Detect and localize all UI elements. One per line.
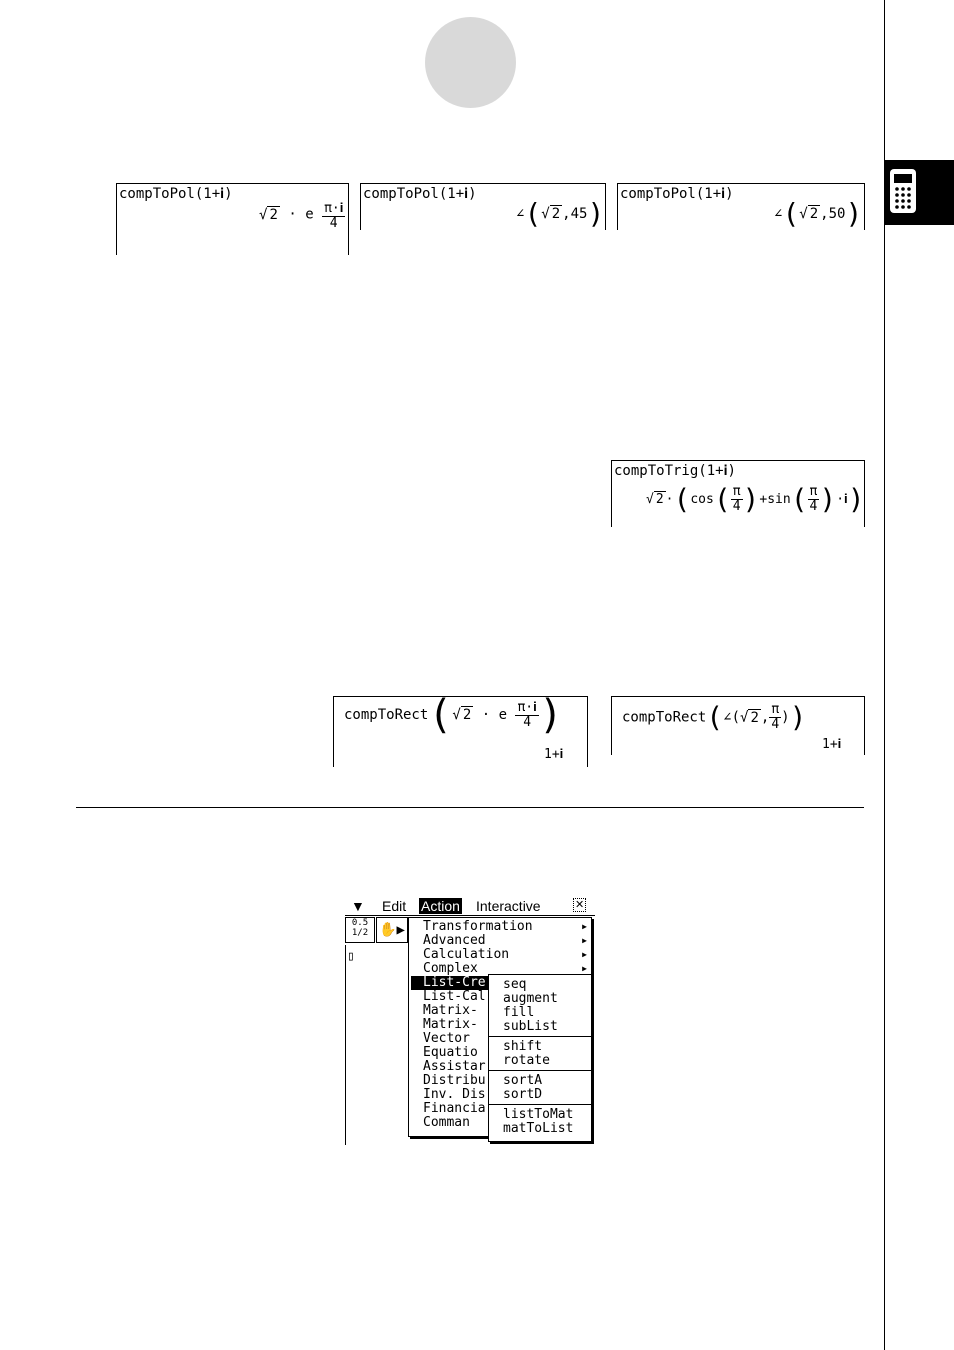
result-line: √ 2 ·(cos( $\frac{\pi}{4}$ )+sin( $\frac{\pi}{4}$ )·𝐢) <box>646 482 865 516</box>
arrow-right-icon: ▶ <box>582 922 587 931</box>
menu-item-calculation[interactable]: Calculation <box>423 947 510 962</box>
input-line: compToTrig(1+𝐢) <box>614 463 736 479</box>
menu-interactive[interactable]: Interactive <box>476 898 541 914</box>
menu-item-advanced[interactable]: Advanced <box>423 933 486 948</box>
menu-item-distribution[interactable]: Distribu <box>423 1073 486 1088</box>
menu-item-transformation[interactable]: Transformation <box>423 919 533 934</box>
result-line: ∠(√ 2 ,50) <box>774 197 863 230</box>
input-line: compToPol(1+𝐢) <box>620 186 734 202</box>
submenu-item-sortd[interactable]: sortD <box>503 1087 543 1102</box>
submenu-item-mattolist[interactable]: matToList <box>503 1121 574 1136</box>
menu-item-vector[interactable]: Vector <box>423 1031 470 1046</box>
screen-rect-exponential <box>333 692 588 767</box>
submenu-divider <box>489 1036 591 1037</box>
arrow-right-icon: ▶ <box>582 936 587 945</box>
menu-item-list-calculation[interactable]: List-Cal <box>423 989 486 1004</box>
screen-rect-polar <box>611 696 865 755</box>
menu-item-matrix-calculation[interactable]: Matrix- <box>423 1017 478 1032</box>
submenu-item-augment[interactable]: augment <box>503 991 558 1006</box>
submenu-item-shift[interactable]: shift <box>503 1039 543 1054</box>
menu-item-assistant[interactable]: Assistar <box>423 1059 486 1074</box>
menu-item-equation[interactable]: Equatio <box>423 1045 478 1060</box>
input-line: compToPol(1+𝐢) <box>119 186 233 202</box>
submenu-item-fill[interactable]: fill <box>503 1005 535 1020</box>
section-divider <box>76 807 864 808</box>
submenu-item-seq[interactable]: seq <box>503 977 527 992</box>
menu-edit[interactable]: Edit <box>382 898 407 914</box>
list-create-submenu <box>488 974 592 1142</box>
result-line: 1+𝐢 <box>544 747 564 762</box>
page-marker-circle <box>425 17 516 108</box>
screen-trig <box>611 460 865 527</box>
submenu-divider <box>489 1104 591 1105</box>
menubar-divider <box>345 915 595 916</box>
result-line: √ 2 · e π·𝐢 4 <box>259 201 344 231</box>
input-line: compToRect(∠(√ 2 , $\frac{\pi}{4}$ )) <box>622 700 807 734</box>
hand-play-button[interactable]: ✋▶ <box>376 917 408 943</box>
submenu-item-sublist[interactable]: subList <box>503 1019 558 1034</box>
screen-pol-degree <box>360 183 606 230</box>
menu-bar <box>345 897 595 915</box>
arrow-right-icon: ▶ <box>582 964 587 973</box>
menu-logo-icon[interactable]: ▼ <box>351 898 365 914</box>
submenu-divider <box>489 1070 591 1071</box>
fraction-toggle-button[interactable]: 0.5 1/2 <box>345 917 375 943</box>
menu-item-inv-distribution[interactable]: Inv. Dis <box>423 1087 486 1102</box>
calculator-window <box>345 897 595 1145</box>
input-line: compToPol(1+𝐢) <box>363 186 477 202</box>
calculator-icon <box>884 160 954 225</box>
arrow-right-icon: ▶ <box>582 950 587 959</box>
menu-item-command[interactable]: Comman <box>423 1115 470 1130</box>
menu-item-list-create[interactable]: List-Cre <box>411 976 503 990</box>
screen-pol-grad <box>617 183 865 230</box>
result-line: 1+𝐢 <box>822 737 842 752</box>
screen-pol-exponential <box>116 183 349 255</box>
work-area-border <box>345 945 346 1145</box>
close-icon[interactable]: ✕ <box>575 899 585 911</box>
menu-action[interactable]: Action <box>421 898 460 914</box>
submenu-item-sorta[interactable]: sortA <box>503 1073 543 1088</box>
input-line: compToRect(√ 2 · e π·𝐢 4 ) <box>344 692 563 738</box>
toolbar <box>345 917 409 943</box>
submenu-item-rotate[interactable]: rotate <box>503 1053 550 1068</box>
menu-item-matrix-create[interactable]: Matrix- <box>423 1003 478 1018</box>
chapter-tab <box>884 160 954 225</box>
submenu-item-listtomat[interactable]: listToMat <box>503 1107 574 1122</box>
result-line: ∠(√ 2 ,45) <box>516 197 605 230</box>
cursor: ▯ <box>347 949 355 964</box>
menu-item-financial[interactable]: Financia <box>423 1101 486 1116</box>
menu-item-complex[interactable]: Complex <box>423 961 478 976</box>
